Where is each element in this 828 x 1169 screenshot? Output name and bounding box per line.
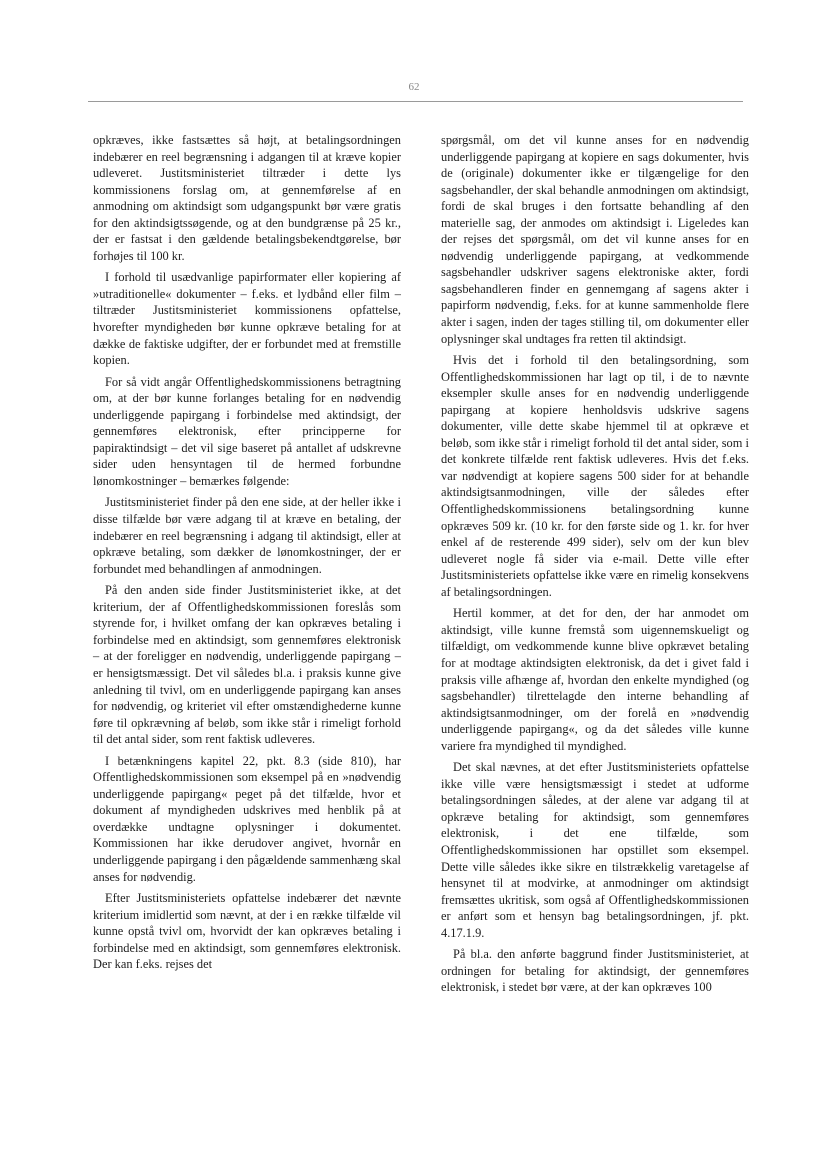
paragraph: Efter Justitsministeriets opfattelse indebærer det nævnte kriterium imidlertid som nævnt, at der i en række tilfælde vil kunne opstå tvivl om, hvorvidt der kan opkræves betaling i forbindelse med en aktindsigt, som gennemføres elektronisk. Der kan f.eks. rejses det	[93, 891, 401, 972]
page-number: 62	[408, 81, 420, 93]
paragraph: Justitsministeriet finder på den ene side, at der heller ikke i disse tilfælde bør være adgang til at kræve en betaling, der indebærer en reel begrænsning i adgang til aktindsigt, eller at opkræve betaling, som dækker de lønomkostninger, der er forbundet med behandlingen af anmodningen.	[93, 495, 401, 576]
paragraph: I forhold til usædvanlige papirformater eller kopiering af »utraditionelle« dokumenter – f.eks. et lydbånd eller film – tiltræder Justitsministeriet kommissionens opfattelse, hvorefter myndigheden bør kunne opkræve betaling for at dække de faktiske udgifter, der er forbundet med at fremstille kopien.	[93, 270, 401, 368]
paragraph: Det skal nævnes, at det efter Justitsministeriets opfattelse ikke ville være hensigtsmæssigt i stedet at udforme betalingsordningen således, at der alene var adgang til at opkræve betaling for aktindsigt, som gennemføres elektronisk, i det ene tilfælde, som Offentlighedskommissionen har opstillet som eksempel. Dette ville således ikke sikre en tilstrækkelig varetagelse af hensynet til at modvirke, at anmodninger om aktindsigt fremsættes ukritisk, som også af Offentlighedskommissionen er anført som et hensyn bag betalingsordningen, jf. pkt. 4.17.1.9.	[441, 760, 749, 940]
paragraph: På bl.a. den anførte baggrund finder Justitsministeriet, at ordningen for betaling for aktindsigt, der gennemføres elektronisk, i stedet bør være, at der kan opkræves 100	[441, 947, 749, 995]
paragraph: På den anden side finder Justitsministeriet ikke, at det kriterium, der af Offentlighedskommissionen foreslås som styrende for, i hvilket omfang der kan opkræves betaling i forbindelse med en aktindsigt, som gennemføres elektronisk – at der foreligger en nødvendig, underliggende papirgang – er hensigtsmæssigt. Det vil således bl.a. i praksis kunne give anledning til tvivl, om en underliggende papirgang kan anses for nødvendig, og kriteriet vil efter omstændighederne kunne føre til opkrævning af beløb, som ikke står i rimeligt forhold til det antal sider, som rent faktisk udleveres.	[93, 583, 401, 747]
paragraph: I betænkningens kapitel 22, pkt. 8.3 (side 810), har Offentlighedskommissionen som eksempel på en »nødvendig underliggende papirgang« peget på det tilfælde, hvor et dokument af myndigheden udskrives med henblik på at overdække undtagne oplysninger i dokumentet. Kommissionen har ikke derudover angivet, hvornår en underliggende papirgang i den pågældende sammenhæng skal anses for nødvendig.	[93, 753, 401, 884]
paragraph: Hertil kommer, at det for den, der har anmodet om aktindsigt, ville kunne fremstå som uigennemskueligt og tilfældigt, om vedkommende kunne blive opkrævet betaling for at modtage aktindsigten elektronisk, da det i givet fald i praksis ville afhænge af, hvordan den enkelte myndighed (og sagsbehandler) tilrettelagde den interne behandling af aktindsigtsanmodninger, om der forelå en »nødvendig underliggende papirgang«, og da det således ville kunne variere fra myndighed til myndighed.	[441, 606, 749, 753]
paragraph: spørgsmål, om det vil kunne anses for en nødvendig underliggende papirgang at kopiere en sags dokumenter, hvis de (originale) dokumenter ikke er tilgængelige for den sagsbehandler, der skal behandle anmodningen om aktindsigt, fordi de skal bruges i den fortsatte behandling af den materielle sag, der anmodes om aktindsigt i. Ligeledes kan der rejses det spørgsmål, om det vil kunne anses for en nødvendig underliggende papirgang, at vedkommende sagsbehandler udskriver sagens elektroniske akter, fordi sagsbehandleren finder en gennemgang af sagens akter i papirform nødvendig, f.eks. for at kunne sammenholde flere akter i sagen, inden der tages stilling til, om dokumenter eller oplysninger skal undtages fra retten til aktindsigt.	[441, 133, 749, 346]
paragraph: opkræves, ikke fastsættes så højt, at betalingsordningen indebærer en reel begrænsning i adgangen til at kræve kopier udleveret. Justitsministeriet tiltræder i dette lys kommissionens forslag om, at gennemførelse af en anmodning om aktindsigt som udgangspunkt bør være gratis for den aktindsigtssøgende, og at den bundgrænse på 25 kr., der er fastsat i den gældende betalingsbekendtgørelse, bør forhøjes til 100 kr.	[93, 133, 401, 263]
paragraph: Hvis det i forhold til den betalingsordning, som Offentlighedskommissionen har lagt op til, i de to nævnte eksempler skulle anses for en nødvendig underliggende papirgang at kopiere henholdsvis udskrive sagens dokumenter, ville dette skabe hjemmel til at opkræve et beløb, som ikke står i rimeligt forhold til det antal sider, som i det konkrete tilfælde rent faktisk udleveres. Hvis det f.eks. var nødvendigt at kopiere sagens 500 sider for at behandle aktindsigtsanmodningen, ville der således efter Offentlighedskommissionens betalingsordning kunne opkræves 509 kr. (10 kr. for den første side og 1. kr. for hver enkel af de resterende 499 sider), selv om der kun blev udleveret nogle få sider via e-mail. Dette ville efter Justitsministeriets opfattelse ikke være en rimelig konsekvens af betalingsordningen.	[441, 353, 749, 599]
header-rule	[88, 101, 743, 102]
paragraph: For så vidt angår Offentlighedskommissionens betragtning om, at der bør kunne forlanges betaling for en nødvendig underliggende papirgang i forbindelse med aktindsigt, der gennemføres elektronisk, efter principperne for papiraktindsigt – det vil sige baseret på antallet af udskrevne sider uden hensyntagen til de hermed forbundne lønomkostninger – bemærkes følgende:	[93, 374, 401, 488]
left-column	[93, 132, 401, 978]
right-column	[441, 132, 749, 1001]
